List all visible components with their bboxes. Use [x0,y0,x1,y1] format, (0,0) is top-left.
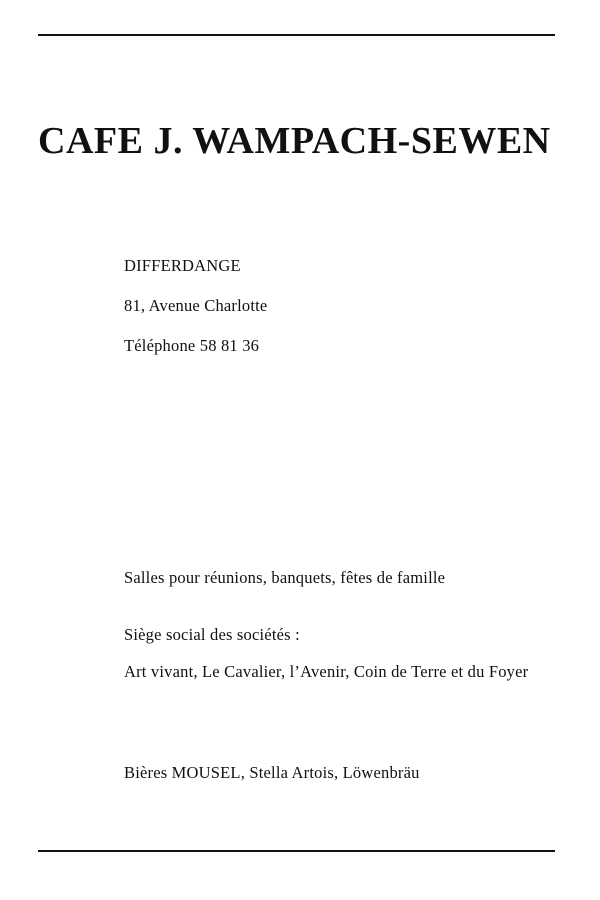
page-title: CAFE J. WAMPACH-SEWEN [38,120,551,162]
top-rule [38,34,555,36]
street-address: 81, Avenue Charlotte [124,296,268,315]
telephone-number: Téléphone 58 81 36 [124,336,260,355]
bottom-rule [38,850,555,852]
rooms-description: Salles pour réunions, banquets, fêtes de famille [124,568,446,587]
societies-list: Art vivant, Le Cavalier, l’Avenir, Coin de Terre et du Foyer [124,662,529,681]
societies-heading: Siège social des sociétés : [124,625,300,644]
beers-list: Bières MOUSEL, Stella Artois, Löwenbräu [124,763,420,782]
city-name: DIFFERDANGE [124,256,241,275]
